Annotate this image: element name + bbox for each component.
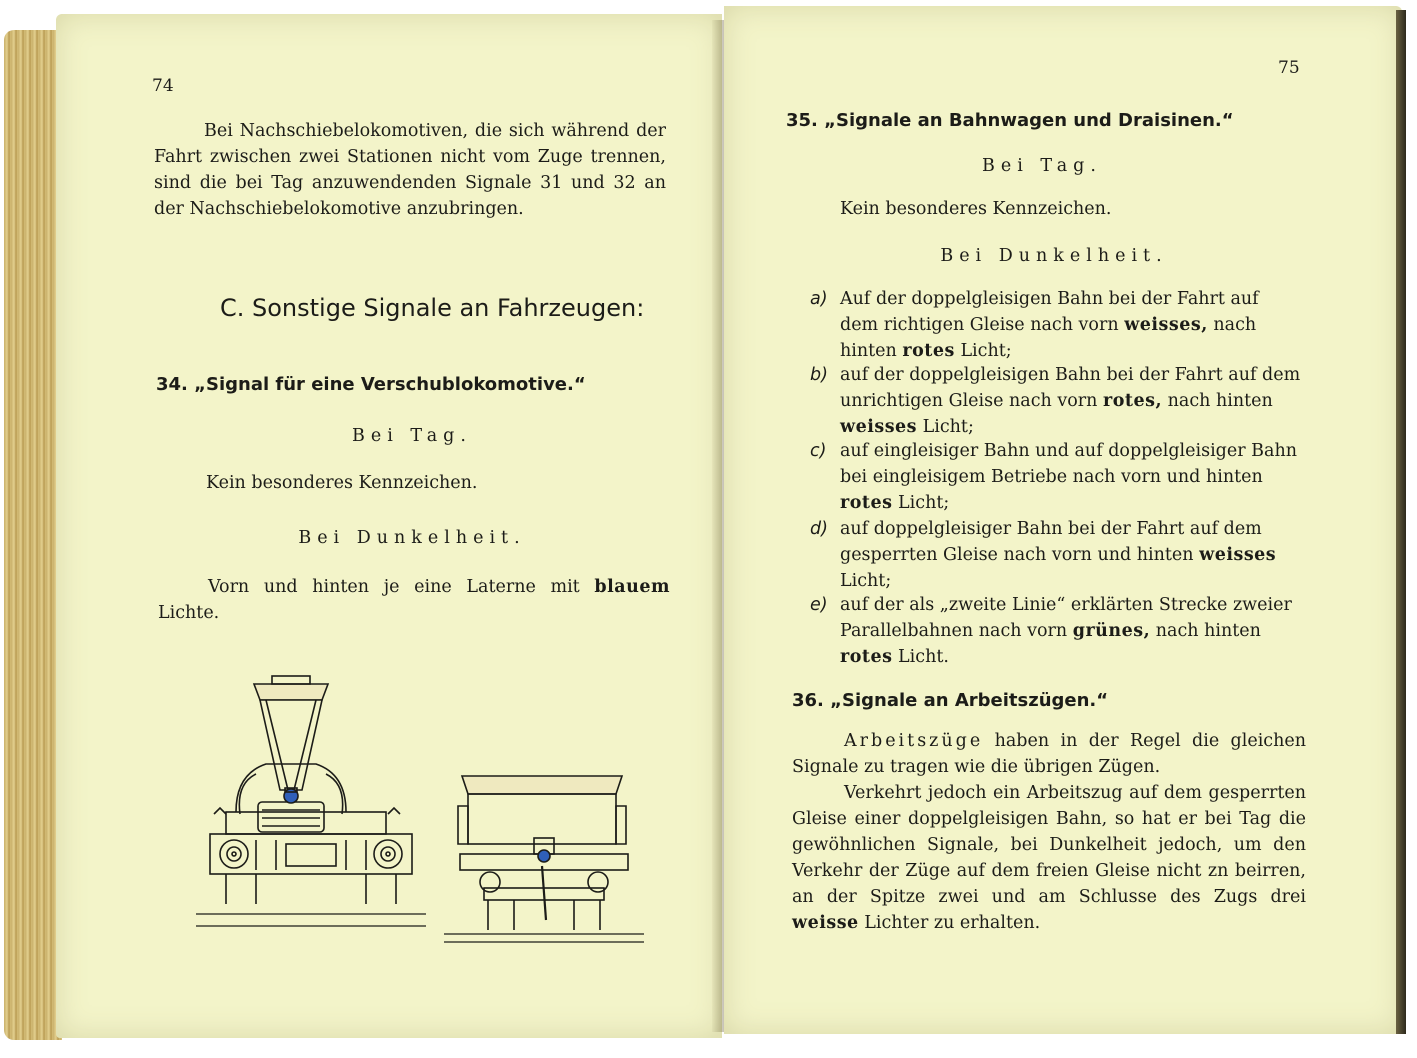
paragraph-36-2-a: Verkehrt jedoch ein Arbeitszug auf dem gesperrten Gleise einer doppelgleisigen Bahn, so hat er bei Tag die gewöhnlichen Signale, bei Dunkelheit jedoch, um den Verkehr der Züge auf dem freien Gleise nicht zn beirren, an der Spitze zwei und am Schlusse des Zugs drei [792,783,1306,907]
item-a-bold-2: rotes [902,341,955,361]
list-item-a [810,286,1302,364]
item-a-text-2: nach hinten [840,315,1257,361]
day-heading-34: Bei Tag. [352,426,472,446]
night-heading-35: Bei Dunkelheit. [940,246,1168,266]
item-d-bold-1: weisses [1199,545,1277,565]
heading-34: 34. „Signal für eine Verschublokomotive.“ [156,374,586,395]
intro-paragraph: Bei Nachschiebelokomotiven, die sich während der Fahrt zwischen zwei Stationen nicht vom Zuge trennen, sind die bei Tag anzuwendenden Signale 31 und 32 an der Nachschiebelokomotive anzubringen. [154,121,666,219]
night-text-34 [158,574,670,626]
paragraph-36-2-b: Lichter zu erhalten. [864,913,1041,933]
list-item-e [810,592,1302,670]
item-b-text-2: nach hinten [1167,391,1273,411]
night-text-34-a: Vorn und hinten je eine Laterne mit [208,577,580,597]
left-page [56,14,722,1038]
item-b-text-3: Licht; [922,417,974,437]
item-b-bold-2: weisses [840,417,918,437]
item-label-e: e) [810,595,828,615]
item-label-c: c) [810,441,827,461]
day-text-34: Kein besonderes Kennzeichen. [206,473,478,493]
item-a-bold-1: weisses, [1124,315,1208,335]
night-text-34-b: Lichte. [158,603,220,623]
item-c-text-2: Licht; [898,493,950,513]
paragraph-36-1-rest: haben in der Regel die gleichen Signale zu tragen wie die übrigen Zügen. [792,731,1306,777]
section-title: C. Sonstige Signale an Fahrzeugen: [220,294,645,322]
item-label-d: d) [810,519,828,539]
day-heading-35: Bei Tag. [982,156,1102,176]
paragraph-36-1-spaced: Arbeitszüge [844,731,984,751]
item-a-text-1: Auf der doppelgleisigen Bahn bei der Fahrt auf dem richtigen Gleise nach vorn [840,289,1259,335]
item-d-text-2: Licht; [840,571,892,591]
paragraph-36-1 [792,728,1306,780]
item-c-bold-1: rotes [840,493,893,513]
item-d-text-1: auf doppelgleisiger Bahn bei der Fahrt auf dem gesperrten Gleise nach vorn und hinten [840,519,1262,565]
page-number-right: 75 [1278,58,1300,78]
item-b-bold-1: rotes, [1103,391,1163,411]
item-e-bold-2: rotes [840,647,893,667]
night-heading-34: Bei Dunkelheit. [298,528,526,548]
paragraph-36-2-bold: weisse [792,913,859,933]
heading-35: 35. „Signale an Bahnwagen und Draisinen.“ [786,110,1234,131]
page-edges-left [4,30,62,1040]
list-item-c [810,438,1302,516]
item-e-text-1: auf der als „zweite Linie“ erklärten Strecke zweier Parallelbahnen nach vorn [840,595,1292,641]
list-item-b [810,362,1302,440]
item-b-text-1: auf der doppelgleisigen Bahn bei der Fahrt auf dem unrichtigen Gleise nach vorn [840,365,1301,411]
wagon-illustration [444,770,644,944]
item-a-text-3: Licht; [960,341,1012,361]
item-e-text-2: nach hinten [1155,621,1261,641]
page-edge-right [1396,10,1406,1034]
item-label-b: b) [810,365,828,385]
right-page [724,6,1402,1034]
paragraph-36-2 [792,780,1306,936]
locomotive-illustration [196,664,426,944]
night-text-34-bold: blauem [594,577,670,597]
list-item-d [810,516,1302,594]
item-e-text-3: Licht. [898,647,949,667]
heading-36: 36. „Signale an Arbeitszügen.“ [792,690,1109,711]
item-c-text-1: auf eingleisiger Bahn und auf doppelgleisiger Bahn bei eingleisigem Betriebe nach vorn und hinten [840,441,1297,487]
day-text-35: Kein besonderes Kennzeichen. [840,199,1112,219]
item-label-a: a) [810,289,828,309]
item-e-bold-1: grünes, [1072,621,1151,641]
page-number-left: 74 [152,76,174,96]
